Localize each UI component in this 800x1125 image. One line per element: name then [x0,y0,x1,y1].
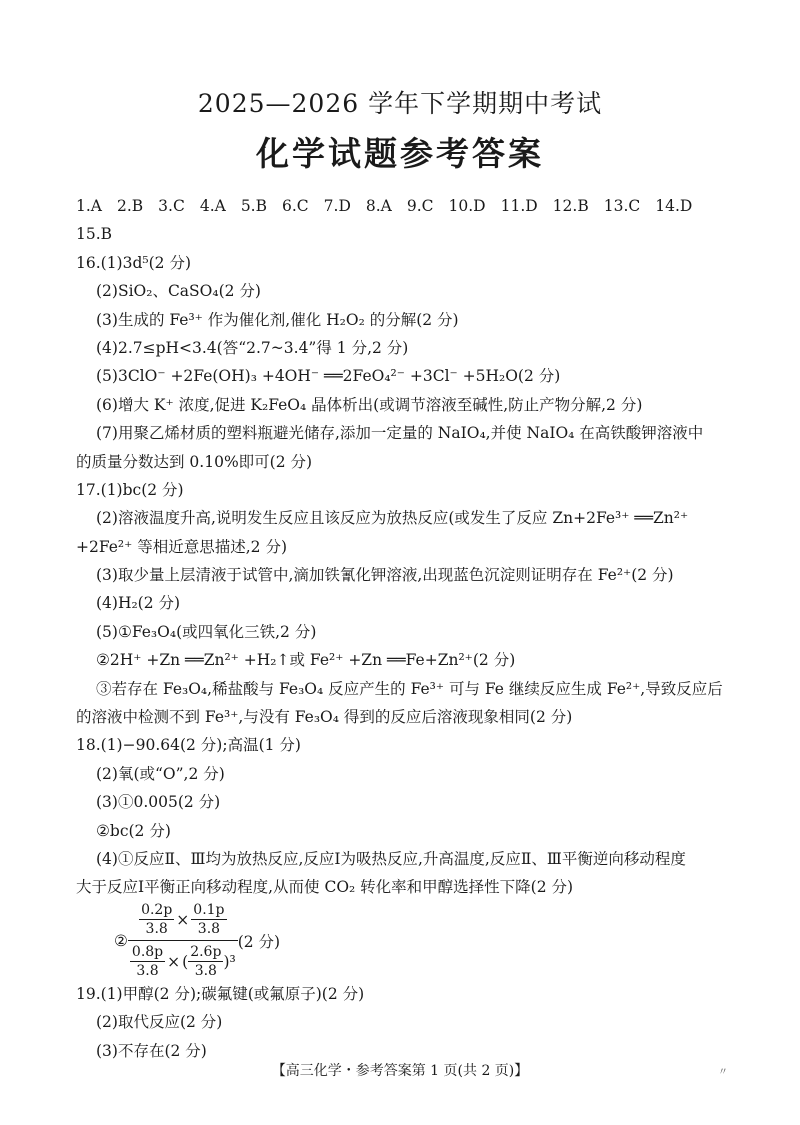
answer-body [76,192,736,1065]
times-sign: × [167,952,181,971]
fraction [139,901,174,938]
q16-line: (3)生成的 Fe³⁺ 作为催化剂,催化 H₂O₂ 的分解(2 分) [96,310,459,329]
fraction-numerator [128,901,238,941]
fraction-top: 0.8p [131,944,164,961]
fraction-bottom: 3.8 [136,963,159,980]
q16-line: (7)用聚乙烯材质的塑料瓶避光储存,添加一定量的 NaIO₄,并使 NaIO₄ 在高铁酸钾溶液中 [96,424,704,443]
choice-answers [76,192,736,220]
choice-item: 1.A [76,197,102,215]
choice-item: 5.B [240,197,267,215]
choice-item: 8.A [365,197,392,215]
q18-line: (2)氧(或“O”,2 分) [96,764,225,783]
fraction-bottom: 3.8 [197,921,221,938]
formula-score: (2 分) [237,932,281,951]
q17-line: (5)①Fe₃O₄(或四氧化三铁,2 分) [96,622,317,641]
fraction [188,943,223,980]
fraction-top: 0.2p [141,902,173,919]
q17-line: (2)溶液温度升高,说明发生反应且该反应为放热反应(或发生了反应 Zn+2Fe³⁺ ══Zn²⁺ [96,509,689,528]
choice-item: 12.B [552,197,589,215]
answer-key-title: 化学试题参考答案 [256,134,544,173]
fraction-bottom: 3.8 [145,921,168,938]
fraction-bottom: 3.8 [194,963,217,980]
fraction [191,901,226,938]
q16-line: 的质量分数达到 0.10%即可(2 分) [76,452,313,471]
q17-line: ②2H⁺ +Zn ══Zn²⁺ +H₂↑或 Fe²⁺ +Zn ══Fe+Zn²⁺(2 分) [96,651,516,670]
q17-line: +2Fe²⁺ 等相近意思描述,2 分) [76,537,288,556]
q16-line: (4)2.7≤pH<3.4(答“2.7~3.4”得 1 分,2 分) [96,338,409,357]
choice-item: 10.D [448,197,486,215]
choice-item: 7.D [323,197,351,215]
fraction-top: 0.1p [193,902,225,919]
q17-line: ③若存在 Fe₃O₄,稀盐酸与 Fe₃O₄ 反应产生的 Fe³⁺ 可与 Fe 继续反应生成 Fe²⁺,导致反应后 [96,679,723,698]
corner-mark: 〃 [718,1067,728,1078]
formula-label: ② [114,931,128,950]
q16-line: (5)3ClO⁻ +2Fe(OH)₃ +4OH⁻ ══2FeO₄²⁻ +3Cl⁻ +5H₂O(2 分) [96,367,561,386]
q18-equilibrium-constant-formula [76,902,736,980]
q18-line: 大于反应Ⅰ平衡正向移动程度,从而使 CO₂ 转化率和甲醇选择性下降(2 分) [76,878,574,897]
q17-line: (3)取少量上层清液于试管中,滴加铁氰化钾溶液,出现蓝色沉淀则证明存在 Fe²⁺(2 分) [96,566,674,585]
choice-item: 6.C [282,197,309,215]
exam-title: 2025—2026 学年下学期期中考试 [197,89,603,118]
q16-line: (6)增大 K⁺ 浓度,促进 K₂FeO₄ 晶体析出(或调节溶液至碱性,防止产物分解,2 分) [96,395,643,414]
q19-line: (2)取代反应(2 分) [96,1013,223,1032]
compound-fraction [128,901,238,980]
choice-item: 3.C [158,197,185,215]
q17-line: (4)H₂(2 分) [96,594,181,613]
q18-line: (3)①0.005(2 分) [96,793,221,812]
q18-line: 18.(1)−90.64(2 分);高温(1 分) [76,736,301,755]
q17-line: 17.(1)bc(2 分) [76,480,184,499]
choice-item: 2.B [116,197,144,215]
paren-close-cubed: )³ [223,952,236,971]
q18-line: (4)①反应Ⅱ、Ⅲ均为放热反应,反应Ⅰ为吸热反应,升高温度,反应Ⅱ、Ⅲ平衡逆向移动程度 [96,849,686,868]
choice-item: 13.C [603,197,641,215]
fraction [130,943,165,980]
fraction-denominator [128,941,238,980]
choice-item: 14.D [655,197,693,215]
fraction-top: 2.6p [190,944,222,961]
q17-line: 的溶液中检测不到 Fe³⁺,与没有 Fe₃O₄ 得到的反应后溶液现象相同(2 分) [76,708,573,727]
times-sign: × [176,910,190,929]
choice-item: 11.D [500,197,538,215]
choice-answer-15: 15.B [76,225,113,244]
choice-item: 4.A [199,197,226,215]
q16-line: 16.(1)3d⁵(2 分) [76,253,191,272]
q19-line: 19.(1)甲醇(2 分);碳氟键(或氟原子)(2 分) [76,984,365,1003]
q19-line: (3)不存在(2 分) [96,1041,207,1060]
choice-item: 9.C [406,197,434,215]
q18-line: ②bc(2 分) [96,821,171,840]
paren-open: ( [182,952,189,971]
q16-line: (2)SiO₂、CaSO₄(2 分) [96,282,261,301]
page-footer: 【高三化学・参考答案第 1 页(共 2 页)】 [271,1063,529,1079]
